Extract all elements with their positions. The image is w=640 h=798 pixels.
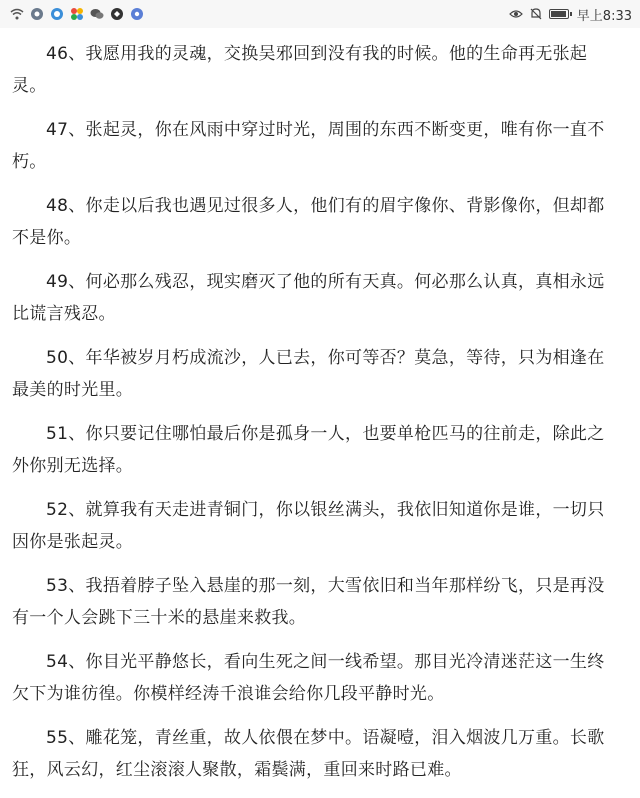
signal-icon (30, 7, 44, 21)
app-icon-2 (70, 7, 84, 21)
app-icon-1 (50, 7, 64, 21)
status-bar (0, 0, 640, 28)
wifi-icon (10, 7, 24, 21)
paragraph-47: 47、张起灵，你在风雨中穿过时光，周围的东西不断变更，唯有你一直不朽。 (12, 120, 605, 172)
paragraph-49: 49、何必那么残忍，现实磨灭了他的所有天真。何必那么认真，真相永远比谎言残忍。 (12, 272, 605, 324)
paragraph-46: 46、我愿用我的灵魂，交换吴邪回到没有我的时候。他的生命再无张起灵。 (12, 44, 588, 96)
paragraph-55: 55、雕花笼，青丝重，故人依偎在梦中。语凝噎，泪入烟波几万重。长歌狂，风云幻，红尘滚滚人聚散，霜鬓满，重回来时路已难。 (12, 728, 605, 780)
clock-time: 早上8:33 (576, 8, 632, 24)
app-icon-3 (110, 7, 124, 21)
settings-icon (130, 7, 144, 21)
eye-icon (509, 7, 523, 21)
bell-mute-icon (529, 7, 543, 21)
battery-icon (549, 9, 569, 19)
paragraph-50: 50、年华被岁月朽成流沙，人已去，你可等否？莫急，等待，只为相逢在最美的时光里。 (12, 348, 605, 400)
paragraph-54: 54、你目光平静悠长，看向生死之间一线希望。那目光冷清迷茫这一生终欠下为谁彷徨。你模样经涛千浪谁会给你几段平静时光。 (12, 652, 605, 704)
paragraph-52: 52、就算我有天走进青铜门，你以银丝满头，我依旧知道你是谁，一切只因你是张起灵。 (12, 500, 605, 552)
article-content (0, 28, 640, 798)
paragraph-51: 51、你只要记住哪怕最后你是孤身一人，也要单枪匹马的往前走，除此之外你别无选择。 (12, 424, 605, 476)
battery-level (551, 11, 566, 17)
status-left (10, 7, 144, 21)
paragraph-48: 48、你走以后我也遇见过很多人，他们有的眉宇像你、背影像你，但却都不是你。 (12, 196, 605, 248)
chat-icon (90, 7, 104, 21)
paragraph-53: 53、我捂着脖子坠入悬崖的那一刻，大雪依旧和当年那样纷飞，只是再没有一个人会跳下三十米的悬崖来救我。 (12, 576, 605, 628)
status-right (509, 5, 632, 24)
